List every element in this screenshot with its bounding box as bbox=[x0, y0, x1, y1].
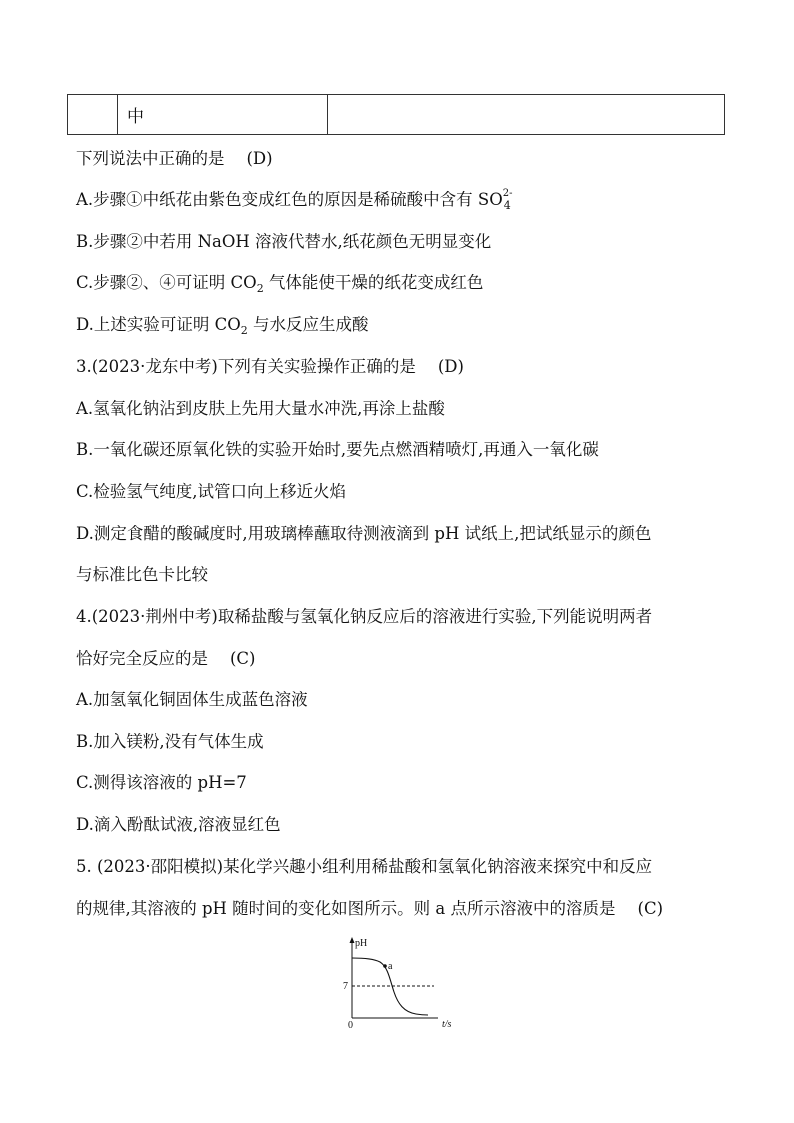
q2-option-d-sub: 2 bbox=[240, 324, 248, 337]
q2-option-b: B.步骤②中若用 NaOH 溶液代替水,纸花颜色无明显变化 bbox=[76, 232, 492, 251]
q2-option-d-pre: D.上述实验可证明 CO bbox=[76, 315, 241, 334]
q2-option-c-pre: C.步骤②、④可证明 CO bbox=[76, 273, 257, 292]
q2-option-d bbox=[76, 314, 369, 338]
point-a-label: a bbox=[388, 961, 393, 972]
q4-answer: (C) bbox=[230, 649, 256, 668]
q2-stem-text: 下列说法中正确的是 bbox=[76, 149, 225, 168]
q2-option-a bbox=[76, 189, 517, 211]
q3-option-a: A.氢氧化钠沾到皮肤上先用大量水冲洗,再涂上盐酸 bbox=[76, 399, 445, 418]
q5-stem-text: 的规律,其溶液的 pH 随时间的变化如图所示。则 a 点所示溶液中的溶质是 bbox=[76, 899, 616, 918]
q3-option-b: B.一氧化碳还原氧化铁的实验开始时,要先点燃酒精喷灯,再通入一氧化碳 bbox=[76, 440, 599, 459]
q4-stem-cont bbox=[76, 648, 256, 670]
q5-stem: 5. (2023·邵阳模拟)某化学兴趣小组利用稀盐酸和氢氧化钠溶液来探究中和反应 bbox=[76, 857, 653, 876]
q3-stem bbox=[76, 356, 464, 378]
y-axis-label: pH bbox=[355, 938, 368, 949]
q2-option-d-post: 与水反应生成酸 bbox=[247, 315, 369, 334]
q2-option-c-sub: 2 bbox=[256, 282, 264, 295]
q3-stem-text: 3.(2023·龙东中考)下列有关实验操作正确的是 bbox=[76, 357, 416, 376]
table-row bbox=[68, 95, 725, 135]
q2-option-c bbox=[76, 272, 483, 296]
q5-stem-cont bbox=[76, 898, 663, 920]
q4-stem-text: 恰好完全反应的是 bbox=[76, 649, 208, 668]
sulfate-charge bbox=[502, 188, 517, 212]
q3-option-d-cont: 与标准比色卡比较 bbox=[76, 565, 208, 584]
q4-option-a: A.加氢氧化铜固体生成蓝色溶液 bbox=[76, 690, 308, 709]
q4-option-b: B.加入镁粉,没有气体生成 bbox=[76, 732, 264, 751]
table-cell-3 bbox=[328, 95, 725, 135]
q2-option-a-text: A.步骤①中纸花由紫色变成红色的原因是稀硫酸中含有 SO bbox=[76, 190, 503, 209]
x-axis-label: t/s bbox=[442, 1019, 452, 1030]
q2-option-c-post: 气体能使干燥的纸花变成红色 bbox=[263, 273, 484, 292]
q5-answer: (C) bbox=[637, 899, 664, 918]
ph-curve-figure bbox=[338, 934, 463, 1034]
q2-answer: (D) bbox=[246, 149, 273, 168]
answer-table bbox=[67, 94, 725, 135]
sulfate-sub: 4 bbox=[503, 199, 511, 212]
ph7-label: 7 bbox=[343, 981, 348, 992]
q3-option-c: C.检验氢气纯度,试管口向上移近火焰 bbox=[76, 482, 347, 501]
q3-option-d: D.测定食醋的酸碱度时,用玻璃棒蘸取待测液滴到 pH 试纸上,把试纸显示的颜色 bbox=[76, 524, 652, 543]
q3-answer: (D) bbox=[437, 357, 464, 376]
table-cell-1 bbox=[68, 95, 118, 135]
origin-label: 0 bbox=[348, 1020, 353, 1031]
y-axis-arrow bbox=[350, 937, 355, 943]
sulfate-sup: 2- bbox=[502, 188, 513, 199]
q4-option-d: D.滴入酚酞试液,溶液显红色 bbox=[76, 815, 281, 834]
q2-stem bbox=[76, 148, 273, 170]
point-a bbox=[383, 964, 387, 968]
q4-stem: 4.(2023·荆州中考)取稀盐酸与氢氧化钠反应后的溶液进行实验,下列能说明两者 bbox=[76, 607, 653, 626]
q4-option-c: C.测得该溶液的 pH=7 bbox=[76, 773, 247, 792]
table-cell-2: 中 bbox=[118, 95, 328, 135]
